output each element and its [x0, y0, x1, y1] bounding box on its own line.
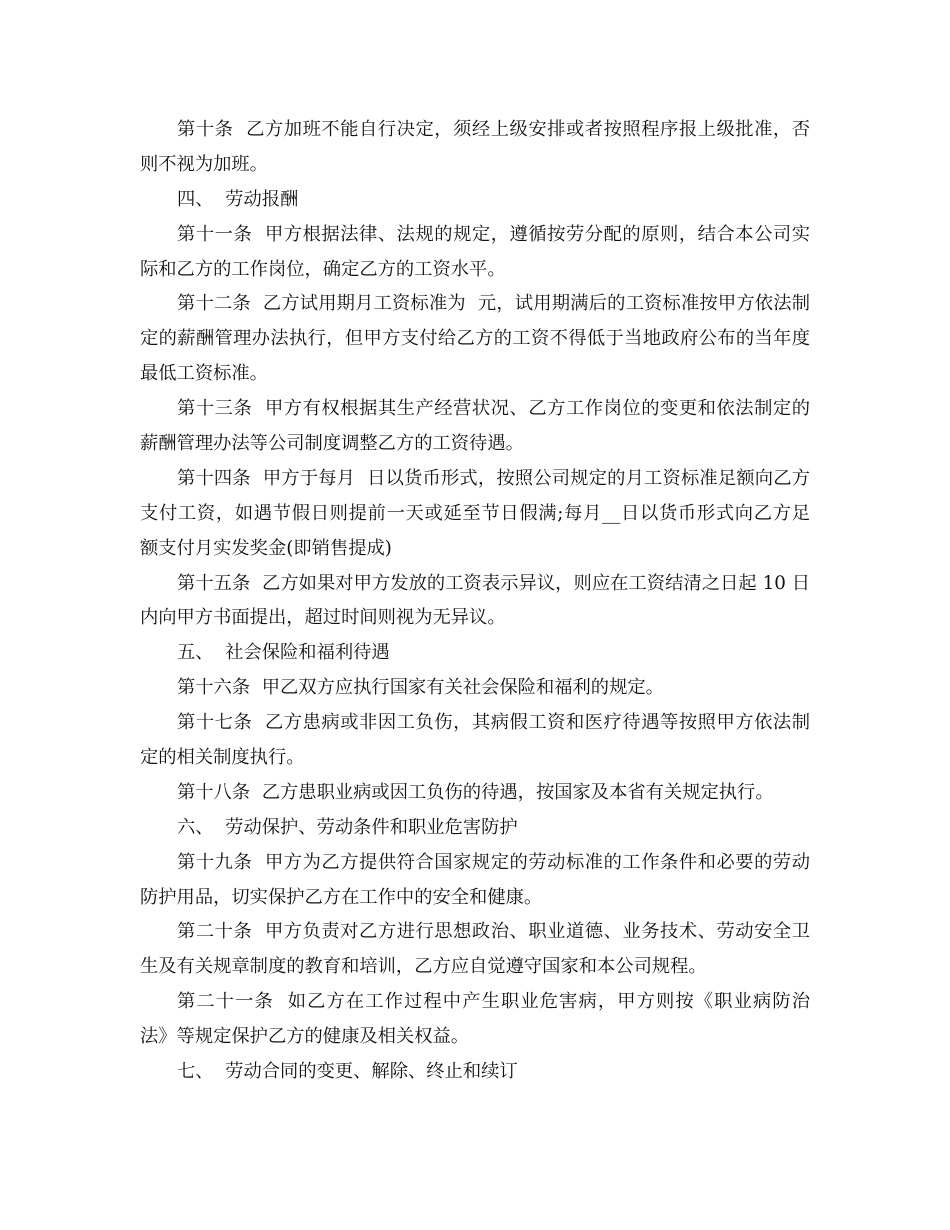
document-body — [140, 113, 810, 1090]
article-20-paragraph — [140, 915, 810, 985]
paragraph-line: 生及有关规章制度的教育和培训，乙方应自觉遵守国家和本公司规程。 — [140, 956, 707, 978]
article-16-paragraph — [140, 671, 810, 706]
article-17-paragraph — [140, 706, 810, 776]
paragraph-line: 薪酬管理办法等公司制度调整乙方的工资待遇。 — [140, 433, 524, 455]
section-heading-4 — [140, 183, 810, 218]
paragraph-line: 定的薪酬管理办法执行，但甲方支付给乙方的工资不得低于当地政府公布的当年度 — [140, 328, 810, 350]
paragraph-line: 第十八条 乙方患职业病或因工负伤的待遇，按国家及本省有关规定执行。 — [177, 781, 774, 803]
paragraph-line: 第十条 乙方加班不能自行决定，须经上级安排或者按照程序报上级批准，否 — [177, 119, 810, 140]
section-heading-6 — [140, 811, 810, 846]
paragraph-line: 第十六条 甲乙双方应执行国家有关社会保险和福利的规定。 — [177, 677, 664, 699]
paragraph-line: 则不视为加班。 — [140, 153, 268, 175]
paragraph-line: 第十九条 甲方为乙方提供符合国家规定的劳动标准的工作条件和必要的劳动 — [177, 851, 810, 873]
article-13-paragraph — [140, 392, 810, 462]
paragraph-line: 最低工资标准。 — [140, 363, 268, 385]
paragraph-line: 第十二条 乙方试用期月工资标准为 元，试用期满后的工资标准按甲方依法制 — [177, 293, 810, 315]
paragraph-line: 第十五条 乙方如果对甲方发放的工资表示异议，则应在工资结清之日起 10 日 — [177, 572, 810, 594]
paragraph-line: 第十七条 乙方患病或非因工负伤，其病假工资和医疗待遇等按照甲方依法制 — [177, 712, 810, 734]
article-10-paragraph — [140, 113, 810, 183]
article-12-paragraph — [140, 287, 810, 392]
section-heading-line: 五、 社会保险和福利待遇 — [177, 642, 390, 664]
article-14-paragraph — [140, 462, 810, 567]
paragraph-line: 第二十条 甲方负责对乙方进行思想政治、职业道德、业务技术、劳动安全卫 — [177, 921, 810, 943]
paragraph-line: 额支付月实发奖金(即销售提成) — [140, 537, 392, 559]
article-19-paragraph — [140, 846, 810, 916]
paragraph-line: 第十三条 甲方有权根据其生产经营状况、乙方工作岗位的变更和依法制定的 — [177, 398, 810, 420]
paragraph-line: 支付工资，如遇节假日则提前一天或延至节日假满;每月__日以货币形式向乙方足 — [140, 502, 810, 524]
article-11-paragraph — [140, 218, 810, 288]
paragraph-line: 第二十一条 如乙方在工作过程中产生职业危害病，甲方则按《职业病防治 — [177, 991, 810, 1013]
article-21-paragraph — [140, 985, 810, 1055]
section-heading-line: 六、 劳动保护、劳动条件和职业危害防护 — [177, 816, 518, 838]
paragraph-line: 内向甲方书面提出，超过时间则视为无异议。 — [140, 607, 506, 629]
section-heading-7 — [140, 1055, 810, 1090]
section-heading-line: 四、 劳动报酬 — [177, 188, 299, 210]
section-heading-5 — [140, 636, 810, 671]
paragraph-line: 防护用品，切实保护乙方在工作中的安全和健康。 — [140, 886, 543, 908]
paragraph-line: 第十四条 甲方于每月 日以货币形式，按照公司规定的月工资标准足额向乙方 — [177, 467, 810, 489]
article-18-paragraph — [140, 776, 810, 811]
paragraph-line: 定的相关制度执行。 — [140, 747, 305, 769]
paragraph-line: 法》等规定保护乙方的健康及相关权益。 — [140, 1026, 470, 1048]
section-heading-line: 七、 劳动合同的变更、解除、终止和续订 — [177, 1061, 518, 1083]
article-15-paragraph — [140, 567, 810, 637]
paragraph-line: 第十一条 甲方根据法律、法规的规定，遵循按劳分配的原则，结合本公司实 — [177, 223, 810, 245]
paragraph-line: 际和乙方的工作岗位，确定乙方的工资水平。 — [140, 258, 506, 280]
